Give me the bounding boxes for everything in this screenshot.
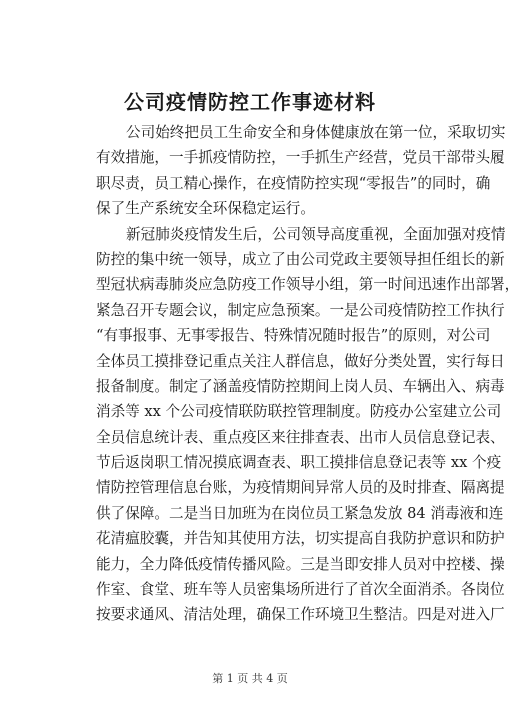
- paragraph-line: 供了保障。二是当日加班为在岗位员工紧急发放 84 消毒液和连: [96, 504, 504, 522]
- paragraph-line: 报备制度。制定了涵盖疫情防控期间上岗人员、车辆出入、病毒: [96, 377, 505, 395]
- paragraph-line: 能力，全力降低疫情传播风险。三是当即安排人员对中控楼、操: [96, 555, 505, 573]
- paragraph-line: 按要求通风、清洁处理，确保工作环境卫生整洁。四是对进入厂: [96, 606, 505, 624]
- paragraph-line: 消杀等 xx 个公司疫情联防联控管理制度。防疫办公室建立公司: [96, 403, 502, 421]
- paragraph-line: 花清瘟胶囊，并告知其使用方法，切实提高自我防护意识和防护: [96, 530, 505, 548]
- paragraph-line: 职尽责，员工精心操作，在疫情防控实现“零报告”的同时，确: [96, 174, 491, 192]
- paragraph-line: “有事报事、无事零报告、特殊情况随时报告”的原则，对公司: [96, 327, 491, 345]
- paragraph-line: 型冠状病毒肺炎应急防疫工作领导小组，第一时间迅速作出部署，: [96, 276, 519, 294]
- paragraph-line: 紧急召开专题会议，制定应急预案。一是公司疫情防控工作执行: [96, 301, 505, 319]
- paragraph-line: 保了生产系统安全环保稳定运行。: [96, 200, 315, 218]
- paragraph-line: 有效措施，一手抓疫情防控，一手抓生产经营，党员干部带头履: [96, 149, 505, 167]
- document-title: 公司疫情防控工作事迹材料: [124, 90, 376, 114]
- paragraph-line: 情防控管理信息台账，为疫情期间异常人员的及时排查、隔离提: [96, 479, 505, 497]
- paragraph-line: 公司始终把员工生命安全和身体健康放在第一位，采取切实: [126, 124, 506, 141]
- paragraph-line: 全体员工摸排登记重点关注人群信息，做好分类处置，实行每日: [96, 352, 505, 370]
- document-body: [96, 120, 519, 628]
- paragraph-line: 节后返岗职工情况摸底调查表、职工摸排信息登记表等 xx 个疫: [96, 454, 502, 472]
- page-number-footer: 第 1 页 共 4 页: [212, 672, 288, 685]
- paragraph-line: 防控的集中统一领导，成立了由公司党政主要领导担任组长的新: [96, 250, 505, 268]
- paragraph-line: 全员信息统计表、重点疫区来往排查表、出市人员信息登记表、: [96, 428, 505, 446]
- paragraph-line: 作室、食堂、班车等人员密集场所进行了首次全面消杀。各岗位: [96, 581, 505, 599]
- paragraph-line: 新冠肺炎疫情发生后，公司领导高度重视，全面加强对疫情: [126, 225, 506, 243]
